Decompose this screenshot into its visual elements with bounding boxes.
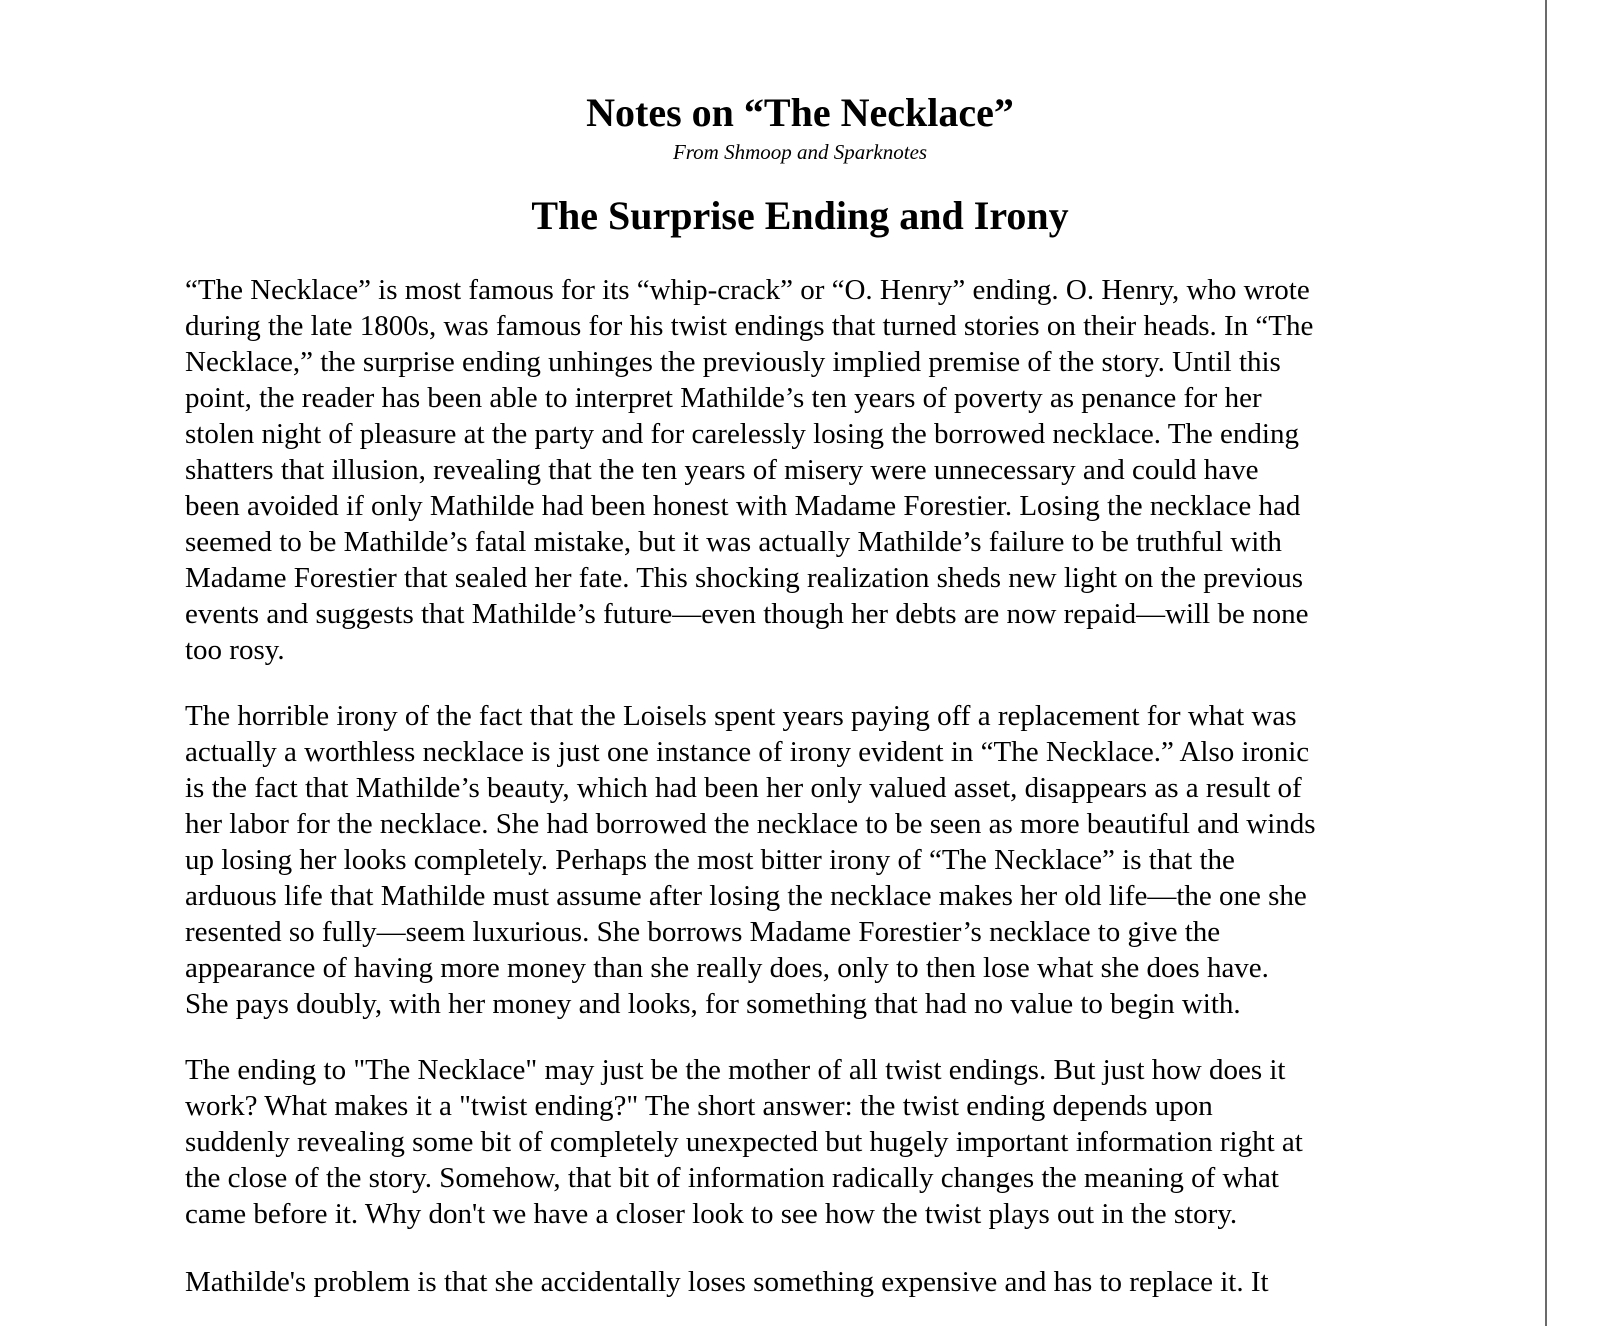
document-title: Notes on “The Necklace” [586, 90, 1014, 135]
section-heading: The Surprise Ending and Irony [531, 193, 1069, 238]
paragraph-2: The horrible irony of the fact that the Loisels spent years paying off a replacement for what was actually a worthless necklace is just one instance of irony evident in “The Necklace.” Also ironic is the fact that Mathilde’s beauty, which had been her only valued asset, disappears as a result of her labor for the necklace. She had borrowed the necklace to be seen as more beautiful and winds up losing her looks completely. Perhaps the most bitter irony of “The Necklace” is that the arduous life that Mathilde must assume after losing the necklace makes her old life—the one she resented so fully—seem luxurious. She borrows Madame Forestier’s necklace to give the appearance of having more money than she really does, only to then lose what she does have. She pays doubly, with her money and looks, for something that had no value to begin with. [185, 700, 1316, 1020]
paragraph-1: “The Necklace” is most famous for its “whip-crack” or “O. Henry” ending. O. Henry, who wrote during the late 1800s, was famous for his twist endings that turned stories on their heads. In “The Necklace,” the surprise ending unhinges the previously implied premise of the story. Until this point, the reader has been able to interpret Mathilde’s ten years of poverty as penance for her stolen night of pleasure at the party and for carelessly losing the borrowed necklace. The ending shatters that illusion, revealing that the ten years of misery were unnecessary and could have been avoided if only Mathilde had been honest with Madame Forestier. Losing the necklace had seemed to be Mathilde’s fatal mistake, but it was actually Mathilde’s failure to be truthful with Madame Forestier that sealed her fate. This shocking realization sheds new light on the previous events and suggests that Mathilde’s future—even though her debts are now repaid—will be none too rosy. [185, 274, 1314, 666]
paragraph-3: The ending to "The Necklace" may just be the mother of all twist endings. But just how does it work? What makes it a "twist ending?" The short answer: the twist ending depends upon suddenly revealing some bit of completely unexpected but hugely important information right at the close of the story. Somehow, that bit of information radically changes the meaning of what came before it. Why don't we have a closer look to see how the twist plays out in the story. [185, 1054, 1303, 1230]
document-subtitle: From Shmoop and Sparknotes [672, 140, 928, 164]
paragraph-4: Mathilde's problem is that she accidentally loses something expensive and has to replace it. It [185, 1266, 1269, 1298]
page-margin-area [1547, 0, 1597, 1326]
